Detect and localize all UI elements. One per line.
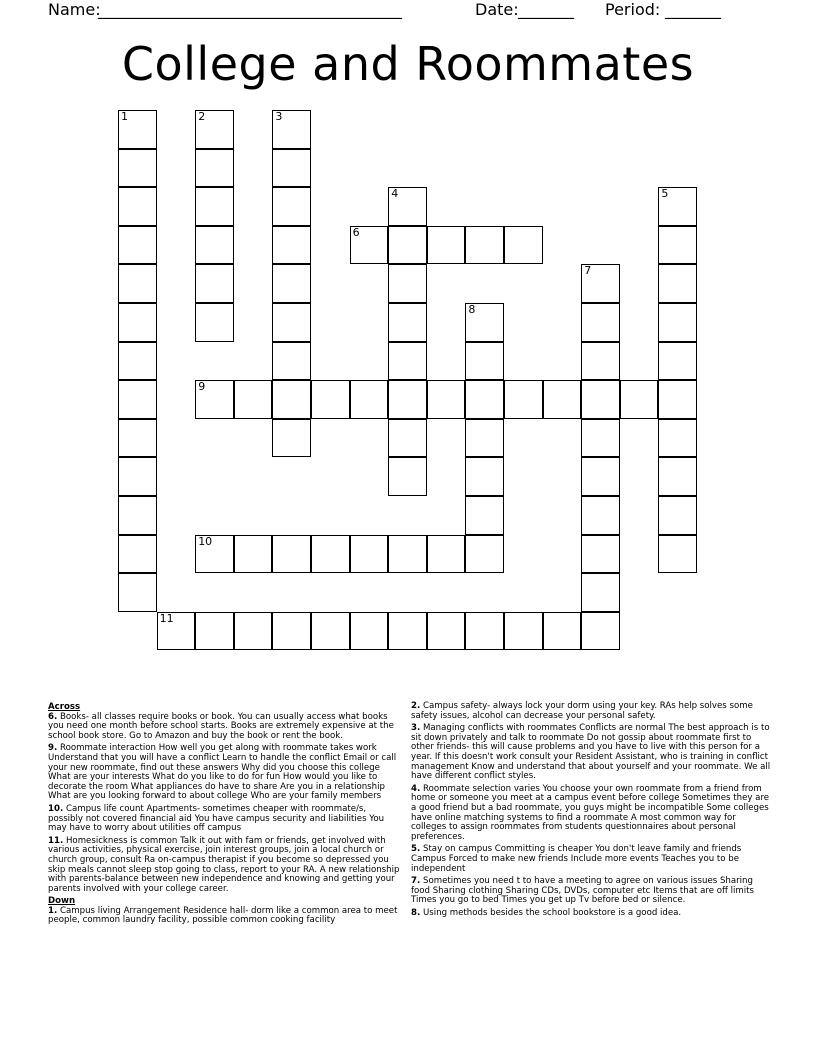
clue-text: Sometimes you need t to have a meeting to agree on various issues Sharing food Sharing clothing Sharing CDs, DVDs, computer etc Items that are off limits Times you go to bed Times you get up Tv before bed or silence. (411, 876, 755, 906)
grid-cell[interactable] (118, 535, 157, 574)
clue-number: 6. (48, 711, 58, 722)
clue-text: Using methods besides the school bookstore is a good idea. (422, 907, 682, 918)
grid-cell[interactable] (311, 612, 350, 651)
grid-cell[interactable] (465, 226, 504, 265)
grid-cell[interactable] (658, 535, 697, 574)
grid-cell[interactable] (427, 535, 466, 574)
name-line[interactable]: ______________________________________ (98, 0, 402, 19)
grid-cell[interactable] (272, 419, 311, 458)
grid-cell[interactable] (581, 303, 620, 342)
grid-cell[interactable] (465, 303, 504, 342)
clue-down-8 (411, 909, 771, 919)
grid-cell[interactable] (350, 380, 389, 419)
grid-cell[interactable] (272, 303, 311, 342)
grid-cell[interactable] (581, 264, 620, 303)
clue-number: 8. (411, 907, 421, 918)
grid-cell[interactable] (118, 457, 157, 496)
clue-text: Homesickness is common Talk it out with fam or friends, get involved with various activities, physical exercise, join interest groups, join a local church or church group, consult Ra on-campus therapist if you become so depressed you skip meals cannot sleep stop going to class, report to your RA. A new relationship with parents-balance between new independence and knowing and getting your parents involved with your college career. (48, 835, 400, 894)
clue-text: Campus living Arrangement Residence hall- dorm like a common area to meet people, common laundry facility, possible common cooking facility (48, 905, 398, 926)
grid-cell[interactable] (272, 535, 311, 574)
grid-cell[interactable] (195, 226, 234, 265)
clue-text: Roommate interaction How well you get along with roommate takes work Understand that you will have a conflict Learn to handle the conflict Email or call your new roommate, find out these answers Why did you choose this college What are your interests What do you like to do for fun How would you like to decorate the room What appliances do have to share Are you in a relationship What are you looking forward to about college Who are your family members (48, 743, 397, 802)
grid-cell[interactable] (504, 612, 543, 651)
grid-cell[interactable] (272, 187, 311, 226)
grid-cell[interactable] (581, 419, 620, 458)
grid-cell[interactable] (272, 264, 311, 303)
grid-cell[interactable] (581, 535, 620, 574)
grid-cell[interactable] (234, 612, 273, 651)
clue-text: Campus safety- always lock your dorm using your key. RAs help solves some safety issues, alcohol can decrease your personal safety. (411, 701, 753, 721)
clue-number-label: 7 (584, 264, 592, 278)
grid-cell[interactable] (581, 380, 620, 419)
grid-cell[interactable] (504, 226, 543, 265)
grid-cell[interactable] (272, 342, 311, 381)
clue-number-label: 2 (198, 110, 206, 123)
grid-cell[interactable] (272, 226, 311, 265)
grid-cell[interactable] (620, 380, 659, 419)
clue-text: Books- all classes require books or book. You can usually access what books you need one month before school starts. Books are extremely expensive at the school book store. Go to Amazon and buy the book or rent the book. (48, 711, 394, 741)
clue-number-label: 4 (391, 187, 399, 201)
clue-text: Roommate selection varies You choose your own roommate from a friend from home or someone you meet at a campus event before college Sometimes they are a good friend but a bad roommate, you guys might be incompatible Some colleges have online matching systems to find a roommate A most common way for colleges to assign roommates from students questionnaires about personal preferences. (411, 783, 770, 842)
grid-cell[interactable] (388, 457, 427, 496)
grid-cell[interactable] (234, 380, 273, 419)
grid-cell[interactable] (195, 380, 234, 419)
clue-number: 7. (411, 876, 421, 887)
grid-cell[interactable] (427, 226, 466, 265)
grid-cell[interactable] (543, 612, 582, 651)
grid-cell[interactable] (581, 457, 620, 496)
grid-cell[interactable] (118, 342, 157, 381)
grid-cell[interactable] (118, 496, 157, 535)
grid-cell[interactable] (427, 612, 466, 651)
grid-cell[interactable] (388, 264, 427, 303)
clue-across-10 (48, 805, 400, 834)
grid-cell[interactable] (581, 573, 620, 612)
grid-cell[interactable] (234, 535, 273, 574)
grid-cell[interactable] (118, 303, 157, 342)
clue-number-label: 10 (198, 534, 213, 548)
grid-cell[interactable] (195, 149, 234, 188)
grid-cell[interactable] (658, 264, 697, 303)
grid-cell[interactable] (311, 380, 350, 419)
grid-cell[interactable] (543, 380, 582, 419)
grid-cell[interactable] (195, 535, 234, 574)
grid-cell[interactable] (465, 496, 504, 535)
grid-cell[interactable] (118, 149, 157, 188)
grid-cell[interactable] (272, 110, 311, 149)
grid-cell[interactable] (118, 110, 157, 149)
clue-number-label: 9 (198, 380, 206, 394)
grid-cell[interactable] (658, 496, 697, 535)
grid-cell[interactable] (658, 187, 697, 226)
grid-cell[interactable] (465, 612, 504, 651)
clue-number-label: 11 (159, 611, 174, 625)
grid-cell[interactable] (388, 380, 427, 419)
grid-cell[interactable] (311, 535, 350, 574)
grid-cell[interactable] (465, 419, 504, 458)
clue-number: 3. (411, 723, 421, 734)
clue-number: 4. (411, 783, 421, 794)
grid-cell[interactable] (388, 612, 427, 651)
grid-cell[interactable] (195, 303, 234, 342)
grid-cell[interactable] (388, 419, 427, 458)
grid-cell[interactable] (581, 612, 620, 651)
clue-number: 5. (411, 844, 421, 855)
grid-cell[interactable] (195, 612, 234, 651)
grid-cell[interactable] (465, 342, 504, 381)
grid-cell[interactable] (350, 226, 389, 265)
grid-cell[interactable] (118, 187, 157, 226)
clue-down-1 (48, 907, 400, 926)
page-title: College and Roommates (121, 37, 695, 91)
grid-cell[interactable] (350, 612, 389, 651)
clue-number-label: 8 (468, 303, 476, 316)
grid-cell[interactable] (195, 264, 234, 303)
grid-cell[interactable] (465, 535, 504, 574)
date-line[interactable]: _______ (518, 0, 574, 19)
clue-down-7 (411, 877, 771, 906)
clue-across-11 (48, 837, 400, 895)
grid-cell[interactable] (658, 342, 697, 381)
clues-left-column (48, 702, 400, 929)
date-label: Date: (475, 0, 519, 19)
grid-cell[interactable] (350, 535, 389, 574)
grid-cell[interactable] (388, 187, 427, 226)
clue-number: 1. (48, 905, 58, 916)
across-heading: Across (48, 702, 81, 712)
clue-across-6 (48, 713, 400, 742)
grid-cell[interactable] (658, 380, 697, 419)
clue-number-label: 6 (352, 225, 360, 239)
down-heading: Down (48, 896, 76, 907)
clue-number-label: 5 (661, 187, 669, 201)
clue-number-label: 3 (275, 110, 283, 123)
clue-text: Campus life count Apartments- sometimes cheaper with roommate/s, possibly not covered financial aid You have campus security and liabilities You may have to worry about utilities off campus (48, 803, 385, 834)
grid-cell[interactable] (118, 419, 157, 458)
grid-cell[interactable] (118, 264, 157, 303)
clue-across-9 (48, 744, 400, 802)
grid-cell[interactable] (658, 419, 697, 458)
grid-cell[interactable] (157, 612, 196, 651)
grid-cell[interactable] (388, 342, 427, 381)
grid-cell[interactable] (504, 380, 543, 419)
clue-number: 10. (48, 803, 64, 814)
grid-cell[interactable] (465, 457, 504, 496)
clue-number: 2. (411, 701, 421, 711)
grid-cell[interactable] (195, 110, 234, 149)
grid-cell[interactable] (388, 535, 427, 574)
clue-down-2 (411, 702, 771, 721)
grid-cell[interactable] (272, 380, 311, 419)
clue-down-5 (411, 845, 771, 874)
name-label: Name: (48, 0, 101, 19)
clue-down-4 (411, 785, 771, 843)
period-label: Period: (605, 0, 661, 19)
grid-cell[interactable] (388, 226, 427, 265)
grid-cell[interactable] (658, 303, 697, 342)
grid-cell[interactable] (581, 496, 620, 535)
grid-cell[interactable] (658, 226, 697, 265)
grid-cell[interactable] (465, 380, 504, 419)
grid-cell[interactable] (118, 226, 157, 265)
grid-cell[interactable] (118, 380, 157, 419)
grid-cell[interactable] (272, 612, 311, 651)
clue-number: 11. (48, 835, 64, 846)
grid-cell[interactable] (195, 187, 234, 226)
period-line[interactable]: _______ (665, 0, 721, 19)
grid-cell[interactable] (658, 457, 697, 496)
clue-number: 9. (48, 743, 58, 754)
clue-text: Managing conflicts with roommates Conflicts are normal The best approach is to sit down privately and talk to roommate Do not gossip about roommate first to other friends- this will cause problems and you have to live with this person for a year. If this doesn't work consult your Resident Assistant, who is training in conflict management Know and understand that about yourself and your roommate. We all have different conflict styles. (411, 723, 771, 782)
grid-cell[interactable] (581, 342, 620, 381)
grid-cell[interactable] (118, 573, 157, 612)
clue-number-label: 1 (121, 110, 128, 123)
clue-text: Stay on campus Committing is cheaper You don't leave family and friends Campus Forced to make new friends Include more events Teaches you to be independent (411, 844, 742, 874)
grid-cell[interactable] (272, 149, 311, 188)
clue-down-3 (411, 724, 771, 782)
clues-right-column (411, 702, 771, 921)
grid-cell[interactable] (427, 380, 466, 419)
grid-cell[interactable] (388, 303, 427, 342)
